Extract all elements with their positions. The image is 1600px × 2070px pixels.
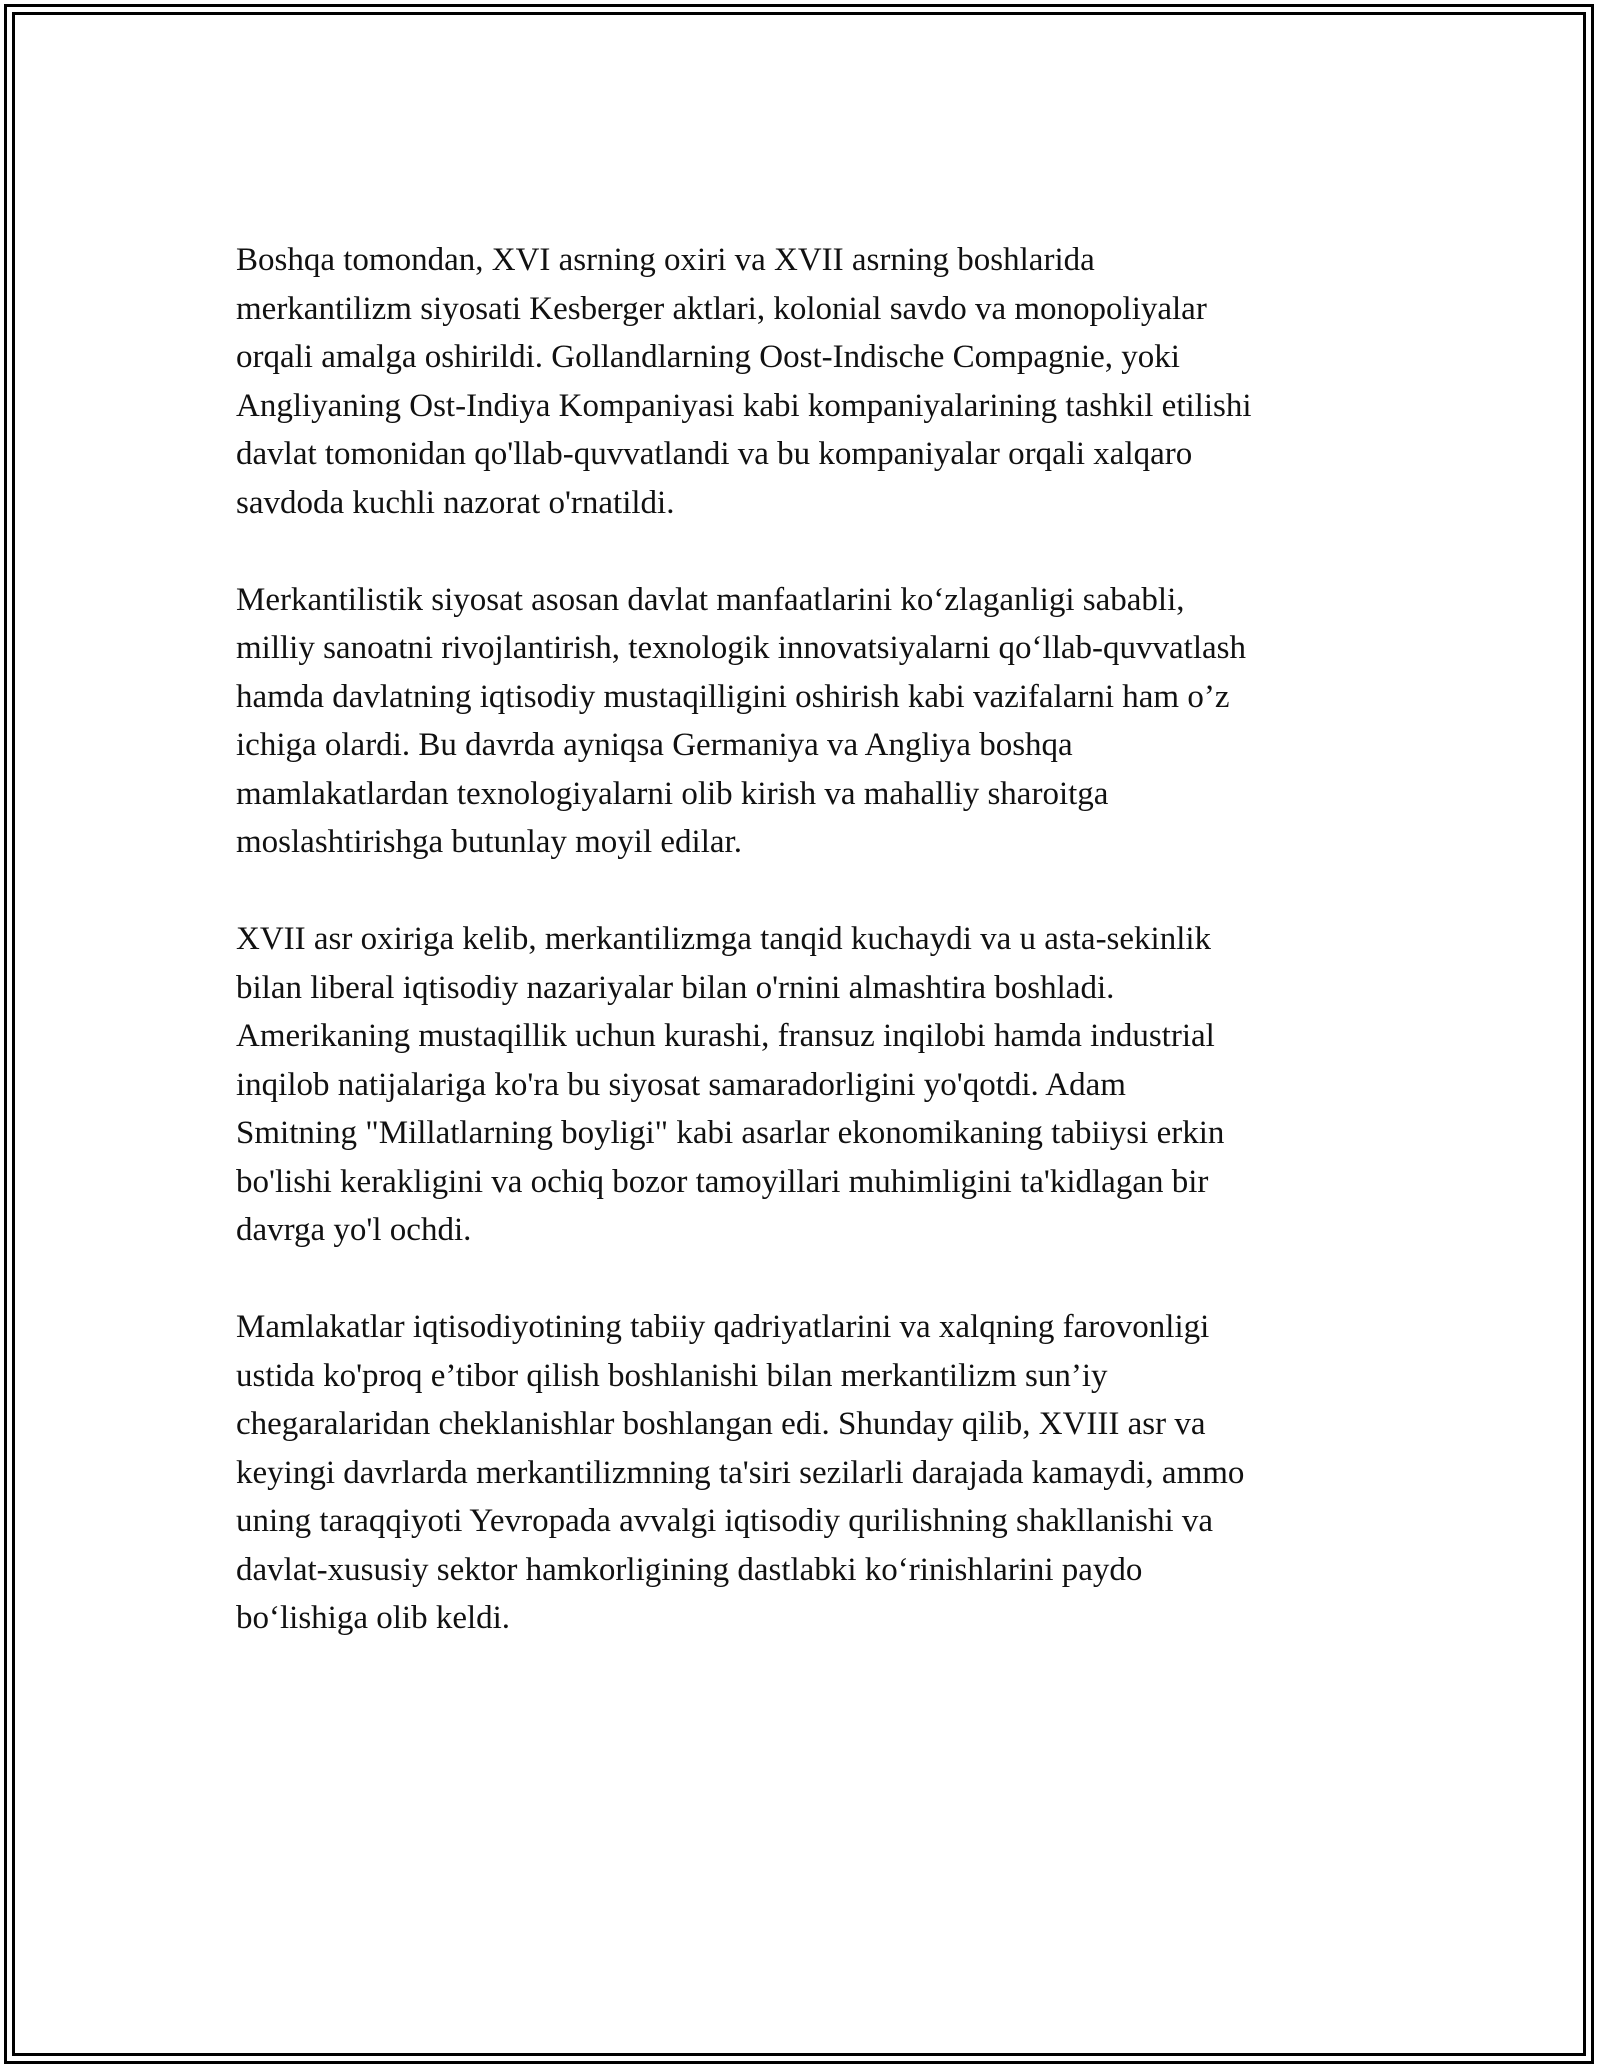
text-line: bilan liberal iqtisodiy nazariyalar bilan o'rnini almashtira boshladi. xyxy=(236,969,1115,1006)
text-line: Angliyaning Ost-Indiya Kompaniyasi kabi kompaniyalarining tashkil etilishi xyxy=(236,387,1252,424)
text-line: Mamlakatlar iqtisodiyotining tabiiy qadriyatlarini va xalqning farovonligi xyxy=(236,1309,1210,1345)
document-body xyxy=(236,236,1376,1691)
text-line: milliy sanoatni rivojlantirish, texnologik innovatsiyalarni qoʻllab-quvvatlash xyxy=(236,630,1246,666)
text-line: ustida ko'proq e’tibor qilish boshlanishi bilan merkantilizm sun’iy xyxy=(236,1357,1108,1394)
text-line: hamda davlatning iqtisodiy mustaqilligini oshirish kabi vazifalarni ham o’z xyxy=(236,678,1230,715)
text-line: orqali amalga oshirildi. Gollandlarning Oost-Indische Compagnie, yoki xyxy=(236,339,1180,375)
text-line: mamlakatlardan texnologiyalarni olib kirish va mahalliy sharoitga xyxy=(236,775,1109,812)
text-line: Boshqa tomondan, XVI asrning oxiri va XVII asrning boshlarida xyxy=(236,242,1095,278)
paragraph-2 xyxy=(236,576,1376,867)
text-line: bo'lishi kerakligini va ochiq bozor tamoyillari muhimligini ta'kidlagan bir xyxy=(236,1163,1209,1200)
text-line: Amerikaning mustaqillik uchun kurashi, fransuz inqilobi hamda industrial xyxy=(236,1018,1215,1054)
text-line: inqilob natijalariga ko'ra bu siyosat samaradorligini yo'qotdi. Adam xyxy=(236,1066,1126,1103)
text-line: merkantilizm siyosati Kesberger aktlari, kolonial savdo va monopoliyalar xyxy=(236,290,1207,327)
text-line: davlat-xususiy sektor hamkorligining dastlabki koʻrinishlarini paydo xyxy=(236,1551,1143,1588)
text-line: uning taraqqiyoti Yevropada avvalgi iqtisodiy qurilishning shakllanishi va xyxy=(236,1503,1214,1539)
paragraph-1 xyxy=(236,236,1376,527)
text-line: keyingi davrlarda merkantilizmning ta'siri sezilarli darajada kamaydi, ammo xyxy=(236,1454,1245,1491)
text-line: chegaralaridan cheklanishlar boshlangan edi. Shunday qilib, XVIII asr va xyxy=(236,1406,1206,1442)
text-line: savdoda kuchli nazorat o'rnatildi. xyxy=(236,484,675,521)
text-line: davlat tomonidan qo'llab-quvvatlandi va bu kompaniyalar orqali xalqaro xyxy=(236,436,1193,472)
text-line: ichiga olardi. Bu davrda ayniqsa Germaniya va Angliya boshqa xyxy=(236,727,1073,763)
text-line: moslashtirishga butunlay moyil edilar. xyxy=(236,824,742,860)
text-line: boʻlishiga olib keldi. xyxy=(236,1600,511,1636)
paragraph-4 xyxy=(236,1303,1376,1643)
text-line: davrga yo'l ochdi. xyxy=(236,1212,472,1248)
text-line: Smitning "Millatlarning boyligi" kabi asarlar ekonomikaning tabiiysi erkin xyxy=(236,1115,1225,1151)
text-line: Merkantilistik siyosat asosan davlat manfaatlarini koʻzlaganligi sababli, xyxy=(236,581,1185,618)
paragraph-3 xyxy=(236,915,1376,1255)
text-line: XVII asr oxiriga kelib, merkantilizmga tanqid kuchaydi va u asta-sekinlik xyxy=(236,921,1212,957)
